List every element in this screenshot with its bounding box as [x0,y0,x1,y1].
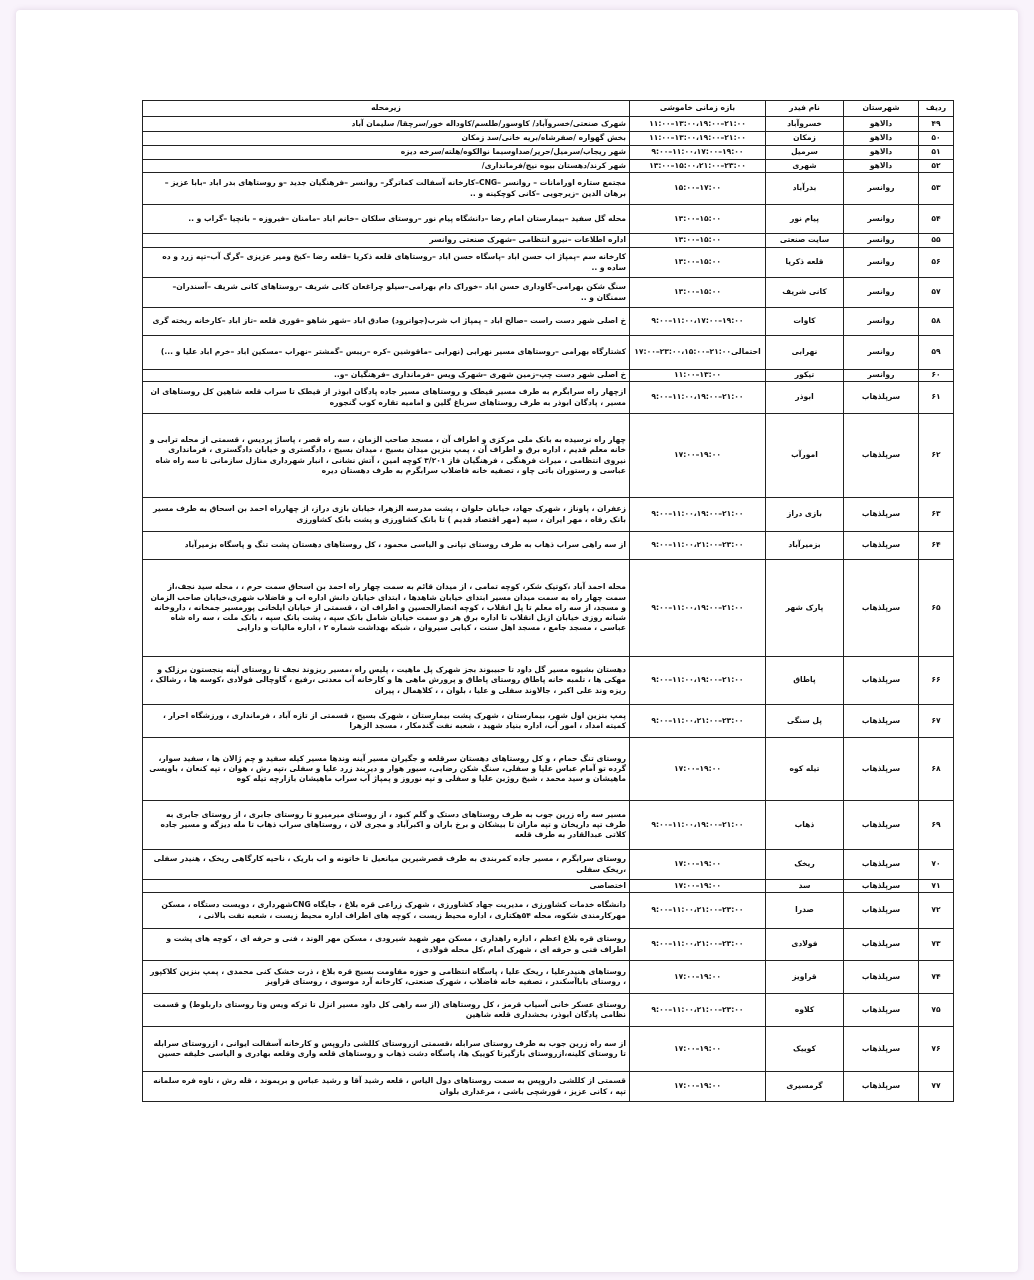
row-number-cell: ۵۵ [919,234,954,248]
outage-time-cell: ۱۷:۰۰–۱۹:۰۰ [630,961,766,994]
subarea-cell: روستای سرابگرم ، مسیر جاده کمربندی به طرف قصرشیرین میانعیل تا خاتونه و اب باریک ، ناحیه کارگاهی ریخک ، هنیدر سفلی ،ریخک سفلی [143,850,630,880]
outage-time-cell: احتمالی۲۱:۰۰–۲۳:۰۰،۱۵:۰۰–۱۷:۰۰ [630,336,766,370]
outage-time-cell: ۱۳:۰۰–۱۵:۰۰ [630,248,766,278]
table-row [143,738,954,801]
row-number-cell: ۷۲ [919,893,954,929]
subarea-cell: مجتمع ستاره اورامانات – روانسر –CNG–کارخانه آسفالت کماترگر– روانسر –فرهنگیان جدید –و روستاهای بدر اباد –بابا عزیز –برهان الدین –زیرجویی –کانی کوچکینه و .. [143,173,630,205]
row-number-cell: ۵۰ [919,132,954,146]
table-row [143,205,954,234]
outage-time-cell: ۹:۰۰–۱۱:۰۰،۱۹:۰۰–۲۱:۰۰ [630,560,766,657]
table-row [143,498,954,532]
feeder-cell: تیکور [766,370,844,382]
table-row [143,994,954,1027]
city-cell: روانسر [844,278,919,308]
city-cell: روانسر [844,336,919,370]
row-number-cell: ۷۰ [919,850,954,880]
subarea-cell: اختصاصی [143,880,630,893]
table-row [143,234,954,248]
table-body [143,117,954,1102]
row-number-cell: ۶۰ [919,370,954,382]
row-number-cell: ۵۲ [919,160,954,173]
feeder-cell: فولادی [766,929,844,961]
feeder-cell: ابوذر [766,382,844,414]
table-row [143,801,954,850]
subarea-cell: کشتارگاه بهرامی –روستاهای مسیر نهرابی (نهرابی –ماقوشین –کره –ریبس –گمشتر –نهراب –مسکین اباد –خرم اباد علیا و ...) [143,336,630,370]
outage-time-cell: ۹:۰۰–۱۱:۰۰،۲۱:۰۰–۲۳:۰۰ [630,994,766,1027]
feeder-cell: قراویز [766,961,844,994]
city-cell: روانسر [844,205,919,234]
table-row [143,160,954,173]
feeder-cell: پارک شهر [766,560,844,657]
subarea-cell: پمپ بنزین اول شهر، بیمارستان ، شهرک پشت بیمارستان ، شهرک بسیج ، قسمتی از تازه آباد ، فرمانداری ، ورزشگاه احرار ، کمیته امداد ، امور آب، اداره بنیاد شهید ، شعبه نفت گندمکار ، مسجد الزهرا [143,705,630,738]
subarea-cell: شهر ریجاب/سرمیل/حریر/صداوسیما نوالکوه/هلته/سرخه دیزه [143,146,630,160]
outage-time-cell: ۱۷:۰۰–۱۹:۰۰ [630,880,766,893]
row-number-cell: ۶۸ [919,738,954,801]
outage-time-cell: ۱۷:۰۰–۱۹:۰۰ [630,1072,766,1102]
feeder-cell: ریخک [766,850,844,880]
subarea-cell: زعفران ، پاوناز ، شهرک جهاد، خیابان حلوان ، پشت مدرسه الزهرا، خیابان بازی دراز، از چهارراه احمد بن اسحاق به طرف مسیر بانک رفاه ، مهر ایران ، سپه (مهر اقتصاد قدیم ) تا بانک کشاورزی و پشت بانک کشاورزی [143,498,630,532]
table-row [143,880,954,893]
outage-time-cell: ۹:۰۰–۱۱:۰۰،۲۱:۰۰–۲۳:۰۰ [630,705,766,738]
city-cell: سرپلذهاب [844,532,919,560]
row-number-cell: ۷۷ [919,1072,954,1102]
feeder-cell: کانی شریف [766,278,844,308]
outage-time-cell: ۹:۰۰–۱۱:۰۰،۱۹:۰۰–۲۱:۰۰ [630,382,766,414]
subarea-cell: محله احمد آباد ،کوتیک شکر، کوچه تمامی ، از میدان قائم به سمت چهار راه احمد بن اسحاق سمت حرم ، ، محله سید نجف،از سمت چهار راه به سمت میدان مسیر ابتدای خیابان شاهدها ، ابتدای خیابان دانش اداره اب و فاضلاب شهری،خیابان صاحب الزمان و مسجد، از سه راه معلم تا پل انقلاب ، کوچه انصارالحسین و اطراف ان ، قسمتی از خیابان ایلخانی پورمسیر جمخانه ، داروخانه شبانه روزی خیابان ازیل انقلاب تا اداره برق هر دو سمت خیابان شامل بانک سپه ، پشت بانک سپه ، بانک ملت ، سه راه شاه عباسی ، مسجد جامع ، مسجد اهل سنت ، کبابی سیروان ، شبکه بهداشت شماره ۲ ، اداره مالیات و دارایی [143,560,630,657]
outage-time-cell: ۱۷:۰۰–۱۹:۰۰ [630,850,766,880]
feeder-cell: بازی دراز [766,498,844,532]
header-row-number: ردیف [919,101,954,117]
subarea-cell: روستای قره بلاغ اعظم ، اداره راهداری ، مسکن مهر شهید شیرودی ، مسکن مهر الوند ، فنی و حرفه ای ، کوچه های پشت و اطراف فنی و حرفه ای ، شهرک امام ،کل محله فولادی ، [143,929,630,961]
city-cell: روانسر [844,370,919,382]
feeder-cell: کلاوه [766,994,844,1027]
row-number-cell: ۵۷ [919,278,954,308]
outage-time-cell: ۱۱:۰۰–۱۳:۰۰ [630,370,766,382]
subarea-cell: خ اصلی شهر دست چپ–زمین شهری –شهرک ویس –فرمانداری –فرهنگیان –و.. [143,370,630,382]
feeder-cell: نهرابی [766,336,844,370]
table-row [143,532,954,560]
header-outage-time: بازه زمانی خاموشی [630,101,766,117]
outage-time-cell: ۱۷:۰۰–۱۹:۰۰ [630,1027,766,1072]
table-row [143,173,954,205]
row-number-cell: ۵۴ [919,205,954,234]
table-row [143,1027,954,1072]
feeder-cell: سرمیل [766,146,844,160]
table-row [143,893,954,929]
table-row [143,146,954,160]
row-number-cell: ۷۵ [919,994,954,1027]
subarea-cell: چهار راه نرسیده به بانک ملی مرکزی و اطراف آن ، مسجد صاحب الزمان ، سه راه قصر ، پاساژ پردیس ، قسمتی از محله ترابی و خانه معلم قدیم ، اداره برق و اطراف آن ، پمپ بنزین میدان بسیج ، میدان بسیج ، دادگستری و خیابان دادگستری ، فرمانداری نیروی انتظامی ، میراث فرهنگی ، فرهنگیان فاز ۳/۲۰۱ کوچه امین ، آتش نشانی ، انبار شهرداری منازل سازمانی تا سه راه شاه عباسی و رستوران باتی چاو ، تصفیه خانه فاضلاب سرابگرم به طرف دهستان دیره [143,414,630,498]
subarea-cell: دانشگاه خدمات کشاورزی ، مدیریت جهاد کشاورزی ، شهرک زراعی قره بلاغ ، جایگاه CNGشهرداری ، دویست دستگاه ، مسکن مهرکارمندی شکوه، محله ۵۴هکتاری ، اداره محیط زیست ، کوچه های اطراف اداره محیط زیست ، شعبه نفت بالانی ، [143,893,630,929]
outage-time-cell: ۹:۰۰–۱۱:۰۰،۱۹:۰۰–۲۱:۰۰ [630,801,766,850]
row-number-cell: ۶۴ [919,532,954,560]
row-number-cell: ۷۶ [919,1027,954,1072]
outage-time-cell: ۱۳:۰۰–۱۵:۰۰ [630,234,766,248]
row-number-cell: ۵۱ [919,146,954,160]
row-number-cell: ۷۱ [919,880,954,893]
table-row [143,382,954,414]
header-feeder: نام فیدر [766,101,844,117]
feeder-cell: پیام نور [766,205,844,234]
subarea-cell: سنگ شکن بهرامی–گاوداری حسن اباد –خوراک دام بهرامی–سیلو چراغعان کانی شریف –روستاهای کانی شریف –آسندران–سمنگان و .. [143,278,630,308]
subarea-cell: محله گل سفید –بیمارستان امام رضا –دانشگاه پیام نور –روستای سلکان –خانم اباد –مامنان –فیروزه – بانچیا –گراب و .. [143,205,630,234]
city-cell: سرپلذهاب [844,657,919,705]
outage-time-cell: ۱۵:۰۰–۱۷:۰۰ [630,173,766,205]
city-cell: سرپلذهاب [844,414,919,498]
subarea-cell: مسیر سه راه زرین جوب به طرف روستاهای دستک و گلم کبود ، از روستای میرمیرو تا روستای جابری ، از روستای جابری به طرف تپه داریخان و تپه ماران تا بیشکان و برخ باران و اکبرآباد و مجری لان ، روستاهای سراب ذهاب تا مله دیزگه و مسیر جاده کلاتی عبدالقادر به طرف قلعه [143,801,630,850]
table-row [143,414,954,498]
feeder-cell: ذهاب [766,801,844,850]
city-cell: دالاهو [844,160,919,173]
city-cell: دالاهو [844,146,919,160]
subarea-cell: شهرک صنعتی/خسروآباد/ کاوسور/طلسم/کاوداله خور/سرچقا/ سلیمان آباد [143,117,630,132]
table-row [143,1072,954,1102]
outage-time-cell: ۹:۰۰–۱۱:۰۰،۲۱:۰۰–۲۳:۰۰ [630,929,766,961]
feeder-cell: شهری [766,160,844,173]
subarea-cell: از سه راه زرین جوب به طرف روستای سرابله ،قسمتی ازروستای کللشی داروپس و کارخانه آسفالت ایوانی ، ازروستای سرابله تا روستای کلینه،ازروستای بازگیرتا کوییک ها، پاسگاه دشت ذهاب و روستاهای قلعه واری وقلعه بهادری و الیاسی خلیفه حسین [143,1027,630,1072]
feeder-cell: کوییک [766,1027,844,1072]
feeder-cell: صدرا [766,893,844,929]
city-cell: سرپلذهاب [844,382,919,414]
feeder-cell: پاطاق [766,657,844,705]
table-row [143,248,954,278]
page-sheet [16,10,1018,1272]
feeder-cell: گرمسیری [766,1072,844,1102]
table-row [143,336,954,370]
city-cell: دالاهو [844,132,919,146]
row-number-cell: ۷۴ [919,961,954,994]
feeder-cell: امورآب [766,414,844,498]
outage-schedule-table [142,100,954,1102]
row-number-cell: ۶۲ [919,414,954,498]
outage-time-cell: ۹:۰۰–۱۱:۰۰،۲۱:۰۰–۲۳:۰۰ [630,893,766,929]
table-row [143,560,954,657]
outage-time-cell: ۱۱:۰۰–۱۳:۰۰،۱۹:۰۰–۲۱:۰۰ [630,117,766,132]
feeder-cell: زمکان [766,132,844,146]
row-number-cell: ۵۸ [919,308,954,336]
table-row [143,132,954,146]
table-row [143,705,954,738]
city-cell: سرپلذهاب [844,893,919,929]
city-cell: سرپلذهاب [844,850,919,880]
feeder-cell: قلعه ذکریا [766,248,844,278]
outage-time-cell: ۱۳:۰۰–۱۵:۰۰ [630,205,766,234]
subarea-cell: شهر کرند/دهستان بیوه نیج/فرمانداری/ [143,160,630,173]
row-number-cell: ۵۶ [919,248,954,278]
subarea-cell: روستای عسکر خانی آسیاب قرمز ، کل روستاهای (از سه راهی کل داود مسیر انزل تا ترکه ویس وتا روستای داربلوط) و قسمت نظامی پادگان ابوذر، بخشداری قلعه شاهین [143,994,630,1027]
row-number-cell: ۶۶ [919,657,954,705]
subarea-cell: ازچهار راه سرابگرم به طرف مسیر قیطک و روستاهای مسیر جاده پادگان ابوذر از قیطک تا سراب قلعه شاهین کل روستاهای ان مسیر ، پادگان ابوذر به طرف روستاهای سرباغ گلین و امامیه تقاره کوب گنجوره [143,382,630,414]
outage-time-cell: ۹:۰۰–۱۱:۰۰،۱۷:۰۰–۱۹:۰۰ [630,308,766,336]
feeder-cell: کاوات [766,308,844,336]
outage-time-cell: ۹:۰۰–۱۱:۰۰،۱۹:۰۰–۲۱:۰۰ [630,657,766,705]
feeder-cell: بدرآباد [766,173,844,205]
outage-time-cell: ۱۷:۰۰–۱۹:۰۰ [630,738,766,801]
table-row [143,850,954,880]
table-header-row [143,101,954,117]
row-number-cell: ۷۳ [919,929,954,961]
feeder-cell: سد [766,880,844,893]
city-cell: سرپلذهاب [844,738,919,801]
subarea-cell: خ اصلی شهر دست راست –صالح اباد – پمپاژ اب شرب(جوانرود) صادق اباد –شهر شاهو –قوری قلعه –تاز اباد –کارخانه ریخته گری [143,308,630,336]
row-number-cell: ۵۹ [919,336,954,370]
table-row [143,278,954,308]
table-row [143,370,954,382]
table-row [143,308,954,336]
subarea-cell: قسمتی از کللشی داروپس به سمت روستاهای دول الیاس ، قلعه رشید آقا و رشید عباس و بریموند ، قله رش ، ناوه فره سلمانه تپه ، کانی عزیز ، قورشچی باشی ، مرغداری بلوان [143,1072,630,1102]
table-row [143,657,954,705]
city-cell: سرپلذهاب [844,929,919,961]
row-number-cell: ۶۹ [919,801,954,850]
row-number-cell: ۴۹ [919,117,954,132]
feeder-cell: تیله کوه [766,738,844,801]
table-row [143,929,954,961]
header-subarea: زیرمحله [143,101,630,117]
row-number-cell: ۶۱ [919,382,954,414]
city-cell: دالاهو [844,117,919,132]
feeder-cell: سایت صنعتی [766,234,844,248]
city-cell: روانسر [844,234,919,248]
outage-time-cell: ۱۳:۰۰–۱۵:۰۰،۲۱:۰۰–۲۳:۰۰ [630,160,766,173]
city-cell: سرپلذهاب [844,961,919,994]
city-cell: روانسر [844,173,919,205]
city-cell: سرپلذهاب [844,560,919,657]
table-row [143,961,954,994]
outage-time-cell: ۹:۰۰–۱۱:۰۰،۲۱:۰۰–۲۳:۰۰ [630,532,766,560]
city-cell: سرپلذهاب [844,801,919,850]
city-cell: سرپلذهاب [844,880,919,893]
subarea-cell: بخش گهواره /صفرشاه/بریه خانی/سد زمکان [143,132,630,146]
row-number-cell: ۶۳ [919,498,954,532]
row-number-cell: ۶۵ [919,560,954,657]
city-cell: سرپلذهاب [844,1027,919,1072]
feeder-cell: بزمیرآباد [766,532,844,560]
outage-time-cell: ۱۷:۰۰–۱۹:۰۰ [630,414,766,498]
city-cell: سرپلذهاب [844,705,919,738]
city-cell: روانسر [844,248,919,278]
subarea-cell: دهستان بشیوه مسیر گل داود تا حبیبوند بجز شهرک پل ماهیت ، پلیس راه ،مسیر ریزوند نجف تا روستای آینه ینجستون برزلک و مهکی ها ، تلمبه خانه پاطاق روستای پاطاق و پرورش ماهی ها و کارخانه آب معدنی ،رفیع ، گاوچالی فولادی ،کوسه ها ، رشالک ، ریزه وند علی اکبر ، جالاوند سفلی و علیا ، بلوان ، ، کلاهمال ، پیران [143,657,630,705]
outage-time-cell: ۱۱:۰۰–۱۳:۰۰،۱۹:۰۰–۲۱:۰۰ [630,132,766,146]
subarea-cell: اداره اطلاعات –نیرو انتظامی –شهرک صنعتی روانسر [143,234,630,248]
city-cell: سرپلذهاب [844,1072,919,1102]
outage-time-cell: ۱۳:۰۰–۱۵:۰۰ [630,278,766,308]
row-number-cell: ۵۳ [919,173,954,205]
feeder-cell: خسروآباد [766,117,844,132]
city-cell: روانسر [844,308,919,336]
outage-time-cell: ۹:۰۰–۱۱:۰۰،۱۹:۰۰–۲۱:۰۰ [630,498,766,532]
subarea-cell: کارخانه سم –پمپاژ اب حسن اباد –پاسگاه حسن اباد –روستاهای قلعه ذکریا –قلعه رضا –کیخ ومیر عزیزی –گرگ آب–تپه زرد و ده ساده و .. [143,248,630,278]
subarea-cell: روستاهای هنیدرعلیا ، ریخک علیا ، پاسگاه انتظامی و حوزه مقاومت بسیج قره بلاغ ، ذرت خشک کنی محمدی ، پمپ بنزین کلاکپور ، روستای باباآسکندر ، تصفیه خانه فاضلاب ، شهرک صنعتی، کارخانه آرد موسوی ، روستای قراویز [143,961,630,994]
outage-time-cell: ۹:۰۰–۱۱:۰۰،۱۷:۰۰–۱۹:۰۰ [630,146,766,160]
table-row [143,117,954,132]
row-number-cell: ۶۷ [919,705,954,738]
subarea-cell: از سه راهی سراب ذهاب به طرف روستای تپانی و الیاسی محمود ، کل روستاهای دهستان پشت تنگ و پاسگاه بزمیرآباد [143,532,630,560]
header-city: شهرستان [844,101,919,117]
feeder-cell: پل سنگی [766,705,844,738]
city-cell: سرپلذهاب [844,498,919,532]
subarea-cell: روستای تنگ حمام ، و کل روستاهای دهستان سرقلعه و جگیران مسیر آینه وندها مسیر کیله سفید و چم ژالان ها ، سفید سوار، گرده تو آمام عباس علیا و سفلی، سنگ شکن رضایی، سیور هوار و دیربند زرد علیا و سفلی ،تپه رش ، هوان ، تپه کنعان ، باویسی ماهیشان و سید محمد ، شیخ روژین علیا و سفلی و تپه نوروز و پمپاژ آب سراب ماهیشان بازارچه تیله کوه [143,738,630,801]
city-cell: سرپلذهاب [844,994,919,1027]
